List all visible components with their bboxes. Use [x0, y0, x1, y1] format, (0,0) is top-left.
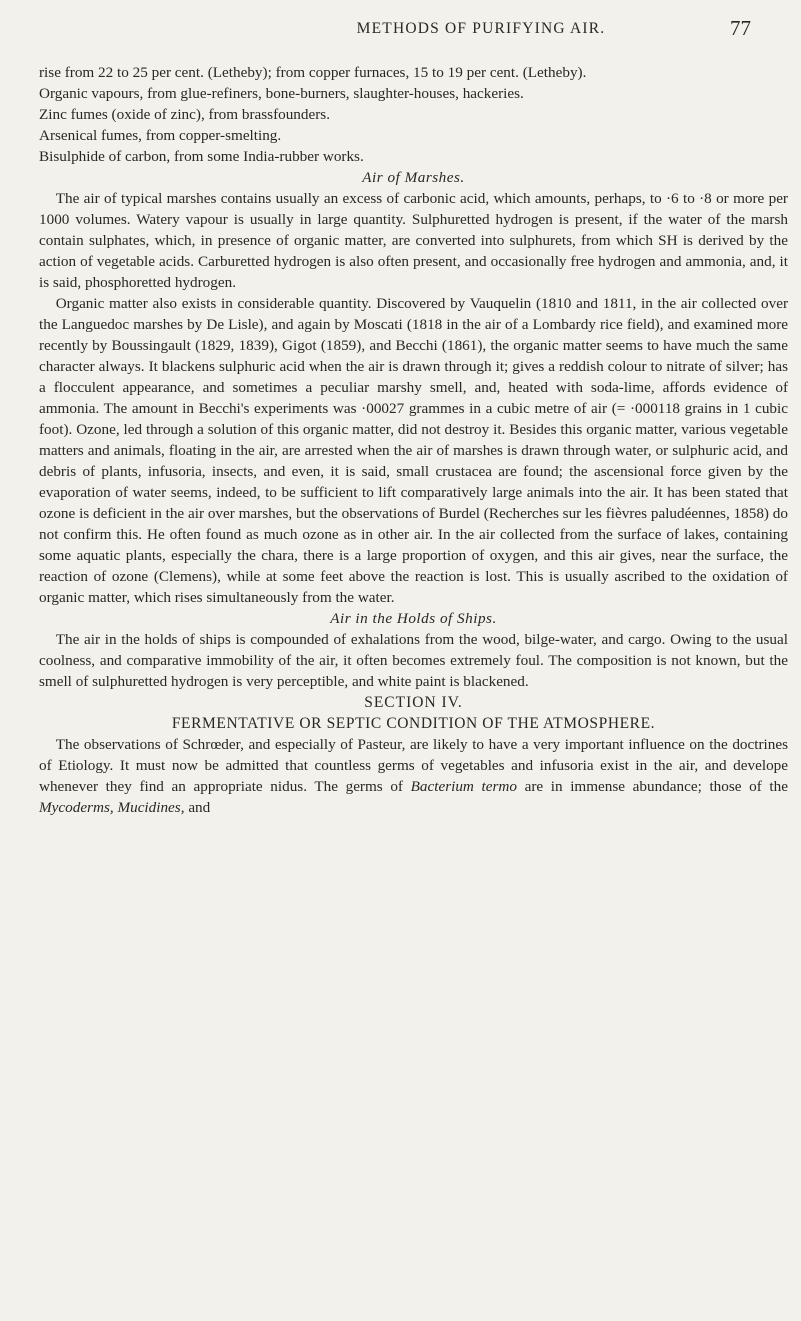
running-head: METHODS OF PURIFYING AIR.: [356, 20, 606, 37]
marshes-heading: Air of Marshes.: [362, 169, 465, 186]
ships-paragraph: The air in the holds of ships is compounded of exhalations from the wood, bilge-water, and cargo. Owing to the usual coolness, and comparative immobility of the air, it often becomes extremely foul. The composition is not known, but the smell of sulphuretted hydrogen is very perceptible, and white paint is blackened.: [39, 631, 788, 690]
intro-item: Organic vapours, from glue-refiners, bone-burners, slaughter-houses, hackeries.: [39, 85, 524, 102]
section-number: SECTION IV.: [364, 694, 463, 711]
intro-item: rise from 22 to 25 per cent. (Letheby); from copper furnaces, 15 to 19 per cent. (Letheby).: [39, 64, 587, 81]
term-bacterium-termo: Bacterium termo: [410, 778, 517, 795]
intro-item: Bisulphide of carbon, from some India-rubber works.: [39, 148, 364, 165]
section-paragraph: [39, 734, 788, 818]
section-paragraph-start: The observations of Schrœder, and especially of Pasteur, are likely to have a very important influence on the doctrines of Etiology. It must now be admitted that countless germs of vegetables and infusoria exist in the air, and develope whenever they find an appropriate nidus. The germs of: [39, 736, 788, 795]
intro-item: Arsenical fumes, from copper-smelting.: [39, 127, 282, 144]
page-number: 77: [730, 16, 751, 40]
section-title: FERMENTATIVE OR SEPTIC CONDITION OF THE ATMOSPHERE.: [171, 715, 656, 732]
body-text: [39, 62, 788, 818]
section-paragraph-end: and: [184, 799, 211, 816]
ships-heading: Air in the Holds of Ships.: [330, 610, 497, 627]
marshes-paragraph: Organic matter also exists in considerable quantity. Discovered by Vauquelin (1810 and 1811, in the air collected over the Languedoc marshes by De Lisle), and again by Moscati (1818 in the air of a Lombardy rice field), and examined more recently by Boussingault (1829, 1839), Gigot (1859), and Becchi (1861), the organic matter seems to have much the same character always. It blackens sulphuric acid when the air is drawn through it; gives a reddish colour to nitrate of silver; has a flocculent appearance, and sometimes a peculiar marshy smell, and, heated with soda-lime, affords evidence of ammonia. The amount in Becchi's experiments was ·00027 grammes in a cubic metre of air (= ·000118 grains in 1 cubic foot). Ozone, led through a solution of this organic matter, did not destroy it. Besides this organic matter, various vegetable matters and animals, floating in the air, are arrested when the air of marshes is drawn through water, or sulphuric acid, and debris of plants, infusoria, insects, and even, it is said, small crustacea are found; the ascensional force given by the evaporation of water seems, indeed, to be sufficient to lift comparatively large animals into the air. It has been stated that ozone is deficient in the air over marshes, but the observations of Burdel (Recherches sur les fièvres paludéennes, 1858) do not confirm this. He often found as much ozone as in other air. In the air collected from the surface of lakes, containing some aquatic plants, especially the chara, there is a large proportion of oxygen, and this air gives, near the surface, the reaction of ozone (Clemens), while at some feet above the reaction is lost. This is usually ascribed to the oxidation of organic matter, which rises simultaneously from the water.: [39, 295, 788, 606]
marshes-paragraph: The air of typical marshes contains usually an excess of carbonic acid, which amounts, perhaps, to ·6 to ·8 or more per 1000 volumes. Watery vapour is usually in large quantity. Sulphuretted hydrogen is present, if the water of the marsh contain sulphates, which, in presence of organic matter, are converted into sulphurets, from which SH is derived by the action of vegetable acids. Carburetted hydrogen is also often present, and occasionally free hydrogen and ammonia, and, it is said, phosphoretted hydrogen.: [39, 190, 788, 291]
intro-item: Zinc fumes (oxide of zinc), from brassfounders.: [39, 106, 331, 123]
term-mycoderms-mucidines: Mycoderms, Mucidines,: [39, 799, 185, 816]
section-paragraph-middle: are in immense abundance; those of the: [516, 778, 788, 795]
